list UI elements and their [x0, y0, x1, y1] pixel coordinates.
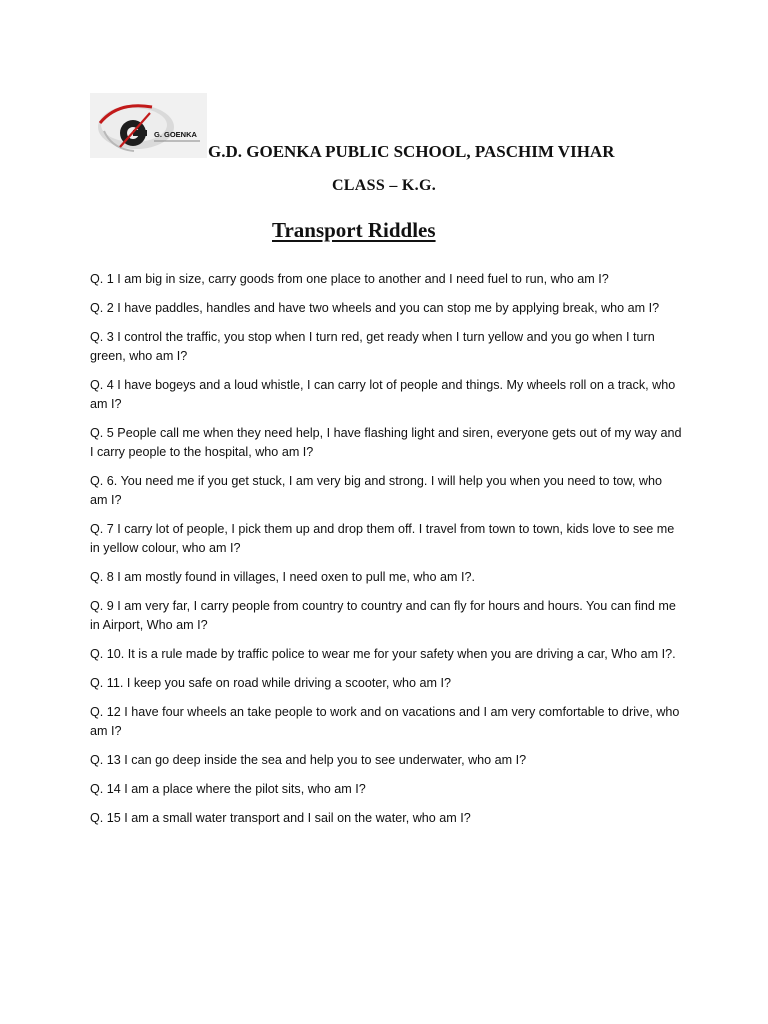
riddle-item: Q. 6. You need me if you get stuck, I am very big and strong. I will help you when you need to tow, who am I? [90, 474, 662, 507]
riddle-item: Q. 13 I can go deep inside the sea and help you to see underwater, who am I? [90, 753, 527, 767]
logo-text: G. GOENKA [154, 130, 197, 139]
riddle-item: Q. 8 I am mostly found in villages, I need oxen to pull me, who am I?. [90, 570, 476, 584]
riddle-item: Q. 4 I have bogeys and a loud whistle, I can carry lot of people and things. My wheels roll on a track, who am I? [90, 378, 676, 411]
class-heading: CLASS – K.G. [331, 177, 437, 194]
school-logo-emblem [90, 93, 207, 158]
riddle-item: Q. 15 I am a small water transport and I sail on the water, who am I? [90, 811, 471, 825]
riddle-item: Q. 14 I am a place where the pilot sits, who am I? [90, 782, 366, 796]
riddle-list [90, 270, 682, 838]
riddle-item: Q. 12 I have four wheels an take people to work and on vacations and I am very comfortable to drive, who am I? [90, 705, 680, 738]
riddle-item: Q. 1 I am big in size, carry goods from one place to another and I need fuel to run, who am I? [90, 272, 609, 286]
riddle-item: Q. 10. It is a rule made by traffic police to wear me for your safety when you are driving a car, Who am I?. [90, 647, 676, 661]
riddle-item: Q. 11. I keep you safe on road while driving a scooter, who am I? [90, 676, 451, 690]
riddle-item: Q. 7 I carry lot of people, I pick them up and drop them off. I travel from town to town, kids love to see me in yellow colour, who am I? [90, 522, 675, 555]
riddle-item: Q. 2 I have paddles, handles and have two wheels and you can stop me by applying break, who am I? [90, 301, 660, 315]
riddle-item: Q. 9 I am very far, I carry people from country to country and can fly for hours and hours. You can find me in Airport, Who am I? [90, 599, 676, 632]
school-logo [90, 93, 207, 158]
riddle-item: Q. 5 People call me when they need help, I have flashing light and siren, everyone gets out of my way and I carry people to the hospital, who am I? [90, 426, 682, 459]
school-name: G.D. GOENKA PUBLIC SCHOOL, PASCHIM VIHAR [208, 142, 615, 161]
riddle-item: Q. 3 I control the traffic, you stop when I turn red, get ready when I turn yellow and you go when I turn green, who am I? [90, 330, 655, 363]
page-title: Transport Riddles [272, 218, 436, 242]
